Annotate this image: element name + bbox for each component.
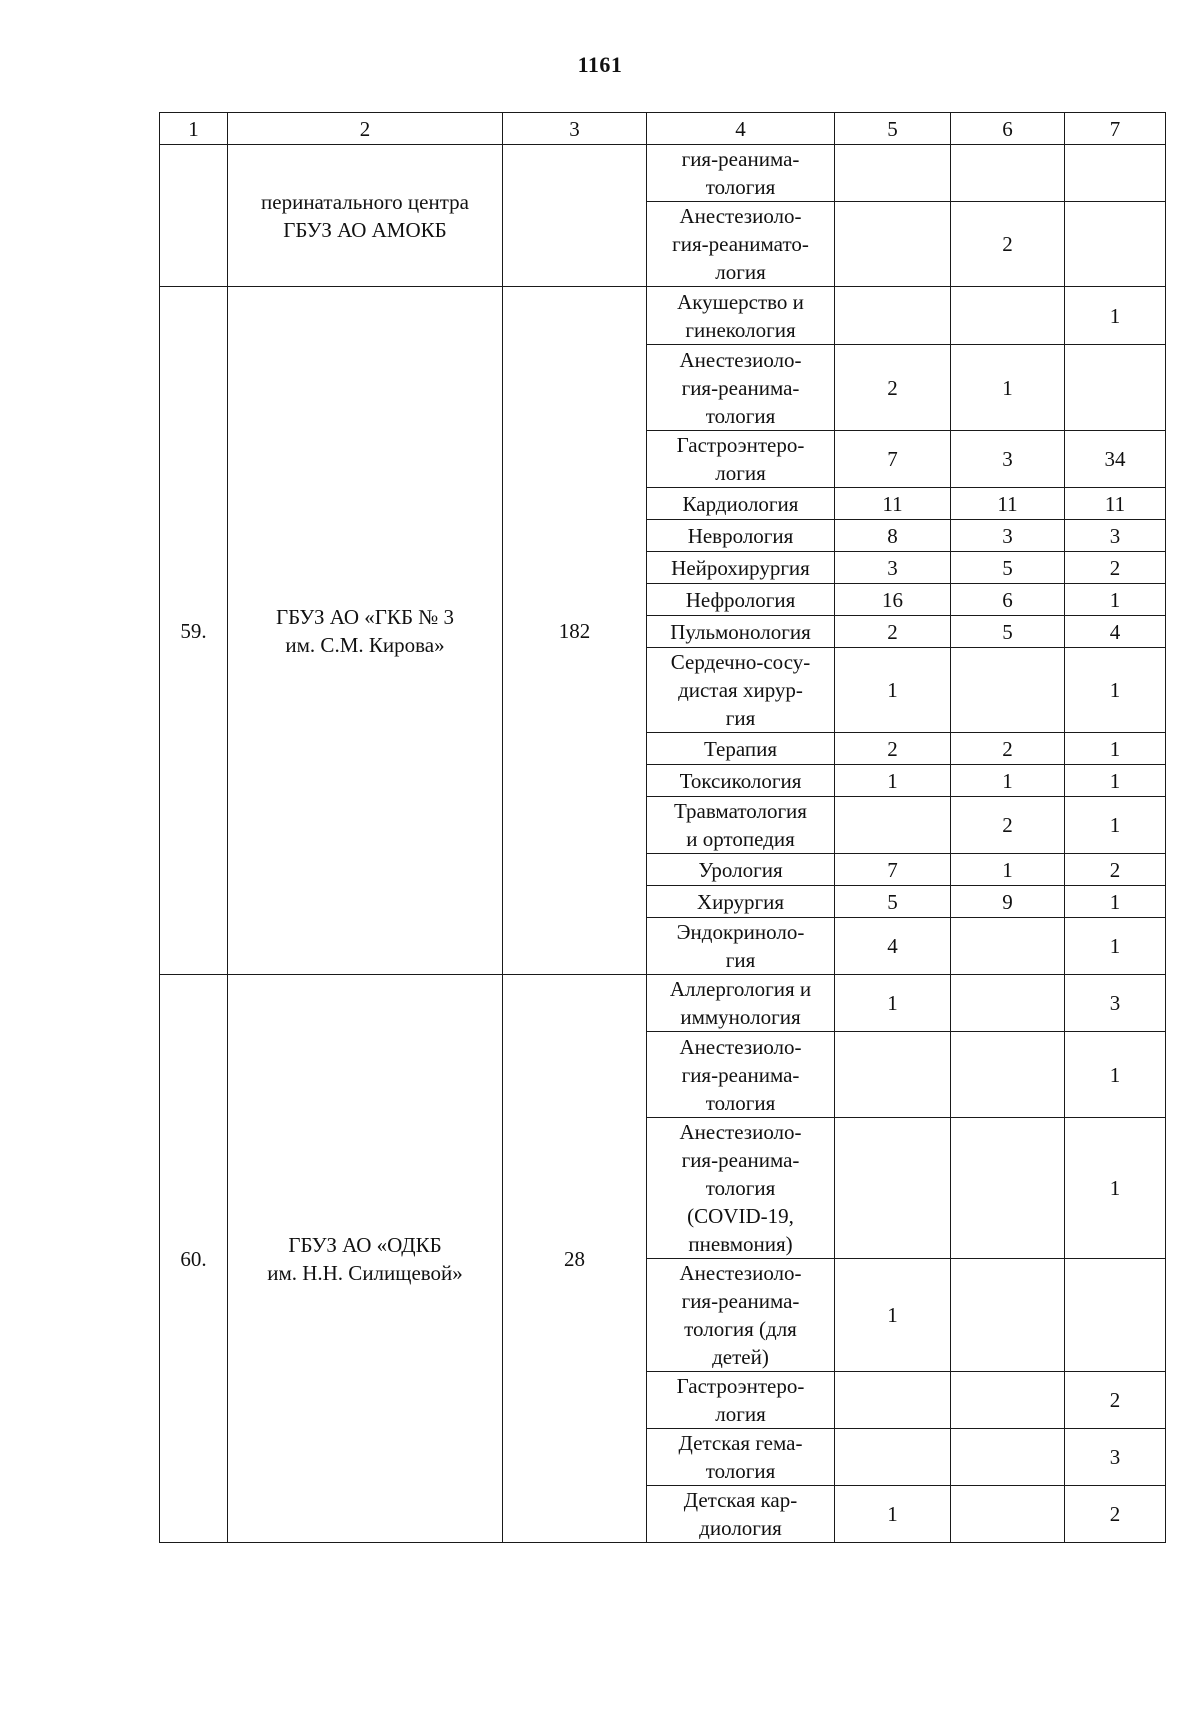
specialty-cell: Урология (647, 854, 835, 886)
value-cell-6: 2 (951, 733, 1065, 765)
value-cell-7: 2 (1065, 552, 1166, 584)
value-cell-7: 34 (1065, 431, 1166, 488)
value-cell-6: 1 (951, 854, 1065, 886)
table-body (160, 113, 1166, 1543)
row-number-cell (160, 145, 228, 287)
value-cell-6 (951, 287, 1065, 345)
value-cell-6: 6 (951, 584, 1065, 616)
value-cell-5: 1 (835, 1486, 951, 1543)
value-cell-7: 1 (1065, 797, 1166, 854)
value-cell-5 (835, 202, 951, 287)
specialty-cell: Гастроэнтеро- логия (647, 1372, 835, 1429)
value-cell-7: 11 (1065, 488, 1166, 520)
value-cell-7: 1 (1065, 886, 1166, 918)
value-cell-7 (1065, 202, 1166, 287)
specialty-cell: Анестезиоло- гия-реанима- тология (647, 345, 835, 431)
value-cell-7: 1 (1065, 584, 1166, 616)
value-cell-7: 2 (1065, 1486, 1166, 1543)
value-cell-6: 2 (951, 202, 1065, 287)
value-cell-5: 16 (835, 584, 951, 616)
column-header-4: 4 (647, 113, 835, 145)
value-cell-6: 9 (951, 886, 1065, 918)
value-cell-7: 1 (1065, 1032, 1166, 1118)
value-cell-5: 5 (835, 886, 951, 918)
count-cell: 28 (503, 975, 647, 1543)
value-cell-7: 1 (1065, 1118, 1166, 1259)
column-header-6: 6 (951, 113, 1065, 145)
value-cell-6: 5 (951, 552, 1065, 584)
value-cell-5: 8 (835, 520, 951, 552)
value-cell-5: 1 (835, 765, 951, 797)
value-cell-5 (835, 797, 951, 854)
value-cell-7: 2 (1065, 1372, 1166, 1429)
value-cell-6: 3 (951, 520, 1065, 552)
value-cell-5 (835, 1372, 951, 1429)
value-cell-6: 11 (951, 488, 1065, 520)
value-cell-7: 1 (1065, 733, 1166, 765)
table-row (160, 975, 1166, 1032)
value-cell-6 (951, 1486, 1065, 1543)
specialty-cell: Терапия (647, 733, 835, 765)
value-cell-5: 1 (835, 975, 951, 1032)
specialty-cell: Анестезиоло- гия-реанима- тология (для детей) (647, 1259, 835, 1372)
organization-cell: ГБУЗ АО «ГКБ № 3 им. С.М. Кирова» (228, 287, 503, 975)
value-cell-5: 2 (835, 733, 951, 765)
specialty-cell: Неврология (647, 520, 835, 552)
value-cell-5: 2 (835, 616, 951, 648)
value-cell-7: 3 (1065, 520, 1166, 552)
value-cell-5: 2 (835, 345, 951, 431)
value-cell-7: 1 (1065, 648, 1166, 733)
value-cell-5 (835, 145, 951, 202)
specialty-cell: Кардиология (647, 488, 835, 520)
value-cell-6 (951, 975, 1065, 1032)
value-cell-7 (1065, 345, 1166, 431)
specialty-cell: Травматология и ортопедия (647, 797, 835, 854)
value-cell-5 (835, 287, 951, 345)
value-cell-5: 4 (835, 918, 951, 975)
value-cell-6 (951, 145, 1065, 202)
row-number-cell: 59. (160, 287, 228, 975)
data-table (159, 112, 1166, 1543)
column-header-5: 5 (835, 113, 951, 145)
organization-cell: перинатального центра ГБУЗ АО АМОКБ (228, 145, 503, 287)
specialty-cell: Токсикология (647, 765, 835, 797)
count-cell: 182 (503, 287, 647, 975)
value-cell-6 (951, 1032, 1065, 1118)
value-cell-5: 7 (835, 431, 951, 488)
table-row (160, 145, 1166, 202)
value-cell-6 (951, 1429, 1065, 1486)
specialty-cell: Детская гема- тология (647, 1429, 835, 1486)
column-header-3: 3 (503, 113, 647, 145)
column-header-1: 1 (160, 113, 228, 145)
value-cell-5: 3 (835, 552, 951, 584)
value-cell-6: 1 (951, 765, 1065, 797)
value-cell-6: 1 (951, 345, 1065, 431)
count-cell (503, 145, 647, 287)
specialty-cell: Пульмонология (647, 616, 835, 648)
specialty-cell: гия-реанима- тология (647, 145, 835, 202)
column-header-7: 7 (1065, 113, 1166, 145)
page-number: 1161 (577, 52, 623, 77)
value-cell-5: 1 (835, 648, 951, 733)
specialty-cell: Нейрохирургия (647, 552, 835, 584)
column-number-row (160, 113, 1166, 145)
value-cell-7: 3 (1065, 1429, 1166, 1486)
value-cell-7: 1 (1065, 765, 1166, 797)
row-number-cell: 60. (160, 975, 228, 1543)
value-cell-7: 1 (1065, 287, 1166, 345)
value-cell-6 (951, 918, 1065, 975)
value-cell-5 (835, 1118, 951, 1259)
value-cell-7: 3 (1065, 975, 1166, 1032)
specialty-cell: Хирургия (647, 886, 835, 918)
specialty-cell: Детская кар- диология (647, 1486, 835, 1543)
specialty-cell: Сердечно-сосу- дистая хирур- гия (647, 648, 835, 733)
value-cell-5: 7 (835, 854, 951, 886)
value-cell-6: 3 (951, 431, 1065, 488)
specialty-cell: Акушерство и гинекология (647, 287, 835, 345)
value-cell-5: 11 (835, 488, 951, 520)
value-cell-6 (951, 1259, 1065, 1372)
value-cell-6 (951, 1118, 1065, 1259)
specialty-cell: Гастроэнтеро- логия (647, 431, 835, 488)
specialty-cell: Нефрология (647, 584, 835, 616)
specialty-cell: Анестезиоло- гия-реанимато- логия (647, 202, 835, 287)
column-header-2: 2 (228, 113, 503, 145)
value-cell-7: 4 (1065, 616, 1166, 648)
value-cell-6: 2 (951, 797, 1065, 854)
value-cell-5 (835, 1032, 951, 1118)
value-cell-7 (1065, 145, 1166, 202)
value-cell-6 (951, 1372, 1065, 1429)
specialty-cell: Анестезиоло- гия-реанима- тология (COVID-19, пневмония) (647, 1118, 835, 1259)
specialty-cell: Анестезиоло- гия-реанима- тология (647, 1032, 835, 1118)
value-cell-6 (951, 648, 1065, 733)
value-cell-7: 2 (1065, 854, 1166, 886)
value-cell-5: 1 (835, 1259, 951, 1372)
value-cell-7: 1 (1065, 918, 1166, 975)
organization-cell: ГБУЗ АО «ОДКБ им. Н.Н. Силищевой» (228, 975, 503, 1543)
table-row (160, 287, 1166, 345)
value-cell-5 (835, 1429, 951, 1486)
value-cell-7 (1065, 1259, 1166, 1372)
value-cell-6: 5 (951, 616, 1065, 648)
specialty-cell: Аллергология и иммунология (647, 975, 835, 1032)
specialty-cell: Эндокриноло- гия (647, 918, 835, 975)
